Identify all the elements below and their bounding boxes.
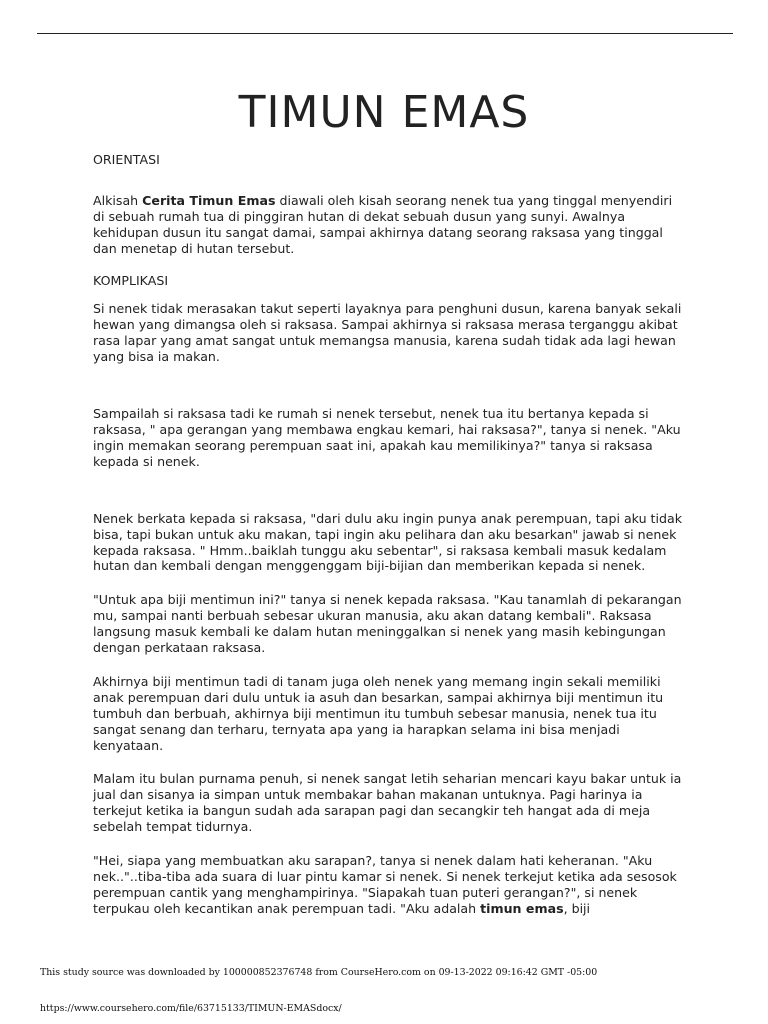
paragraph: Si nenek tidak merasakan takut seperti layaknya para penghuni dusun, karena banyak sekali hewan yang dimangsa oleh si raksasa. Sampai akhirnya si raksasa merasa terganggu akibat rasa lapar yang amat sangat untuk memangsa manusia, karena sudah tidak ada lagi hewan yang bisa ia makan.: [93, 301, 682, 365]
paragraph-orientasi: [93, 193, 683, 257]
paragraph: Nenek berkata kepada si raksasa, "dari dulu aku ingin punya anak perempuan, tapi aku tidak bisa, tapi bukan untuk aku makan, tapi ingin aku pelihara dan aku besarkan" jawab si nenek kepada raksasa. " Hmm..baiklah tunggu aku sebentar", si raksasa kembali masuk kedalam hutan dan kembali dengan menggenggam biji-bijian dan memberikan kepada si nenek.: [93, 510, 682, 574]
bold-story-title: Cerita Timun Emas: [142, 192, 276, 208]
paragraph-text: diawali oleh kisah seorang nenek tua yang tinggal menyendiri di sebuah rumah tua di pinggiran hutan di dekat sebuah dusun yang sunyi. Awalnya kehidupan dusun itu sangat damai, sampai akhirnya datang seorang raksasa yang tinggal dan menetap di hutan tersebut.: [93, 192, 673, 256]
bold-name: timun emas: [480, 900, 564, 916]
paragraph: Akhirnya biji mentimun tadi di tanam juga oleh nenek yang memang ingin sekali memiliki anak perempuan dari dulu untuk ia asuh dan besarkan, sampai akhirnya biji mentimun itu tumbuh dan berbuah, akhirnya biji mentimun itu tumbuh sebesar manusia, nenek tua itu sangat senang dan terharu, ternyata apa yang ia harapkan selama ini bisa menjadi kenyataan.: [93, 673, 664, 753]
paragraph: [93, 853, 683, 917]
section-heading-komplikasi: KOMPLIKASI: [93, 272, 169, 288]
top-divider: [37, 33, 733, 34]
source-url-link[interactable]: https://www.coursehero.com/file/63715133/TIMUN-EMASdocx/: [40, 1003, 342, 1014]
document-title: TIMUN EMAS: [238, 87, 530, 138]
document-body: [93, 152, 683, 917]
paragraph-text: "Hei, siapa yang membuatkan aku sarapan?, tanya si nenek dalam hati keheranan. "Aku nek.."..tiba-tiba ada suara di luar pintu kamar si nenek. Si nenek terkejut ketika ada sesosok perempuan cantik yang menghampirinya. "Siapakah tuan puteri gerangan?", si nenek terpukau oleh kecantikan anak perempuan tadi. "Aku adalah: [93, 853, 677, 916]
paragraph: Sampailah si raksasa tadi ke rumah si nenek tersebut, nenek tua itu bertanya kepada si raksasa, " apa gerangan yang membawa engkau kemari, hai raksasa?", tanya si nenek. "Aku ingin memakan seorang perempuan saat ini, apakah kau memilikinya?" tanya si raksasa kepada si nenek.: [93, 406, 681, 469]
section-heading-orientasi: ORIENTASI: [93, 152, 160, 167]
paragraph-text: , biji: [563, 900, 591, 916]
paragraph-text: Alkisah: [93, 192, 143, 208]
paragraph: Malam itu bulan purnama penuh, si nenek sangat letih seharian mencari kayu bakar untuk ia jual dan sisanya ia simpan untuk membakar bahan makanan untuknya. Pagi harinya ia terkejut ketika ia bangun sudah ada sarapan pagi dan secangkir teh hangat ada di meja sebelah tempat tidurnya.: [93, 771, 682, 835]
paragraph: "Untuk apa biji mentimun ini?" tanya si nenek kepada raksasa. "Kau tanamlah di pekarangan mu, sampai nanti berbuah sebesar ukuran manusia, aku akan datang kembali". Raksasa langsung masuk kembali ke dalam hutan meninggalkan si nenek yang masih kebingungan dengan perkataan raksasa.: [93, 592, 682, 656]
download-note: This study source was downloaded by 100000852376748 from CourseHero.com on 09-13-2022 09:16:42 GMT -05:00: [40, 967, 598, 978]
